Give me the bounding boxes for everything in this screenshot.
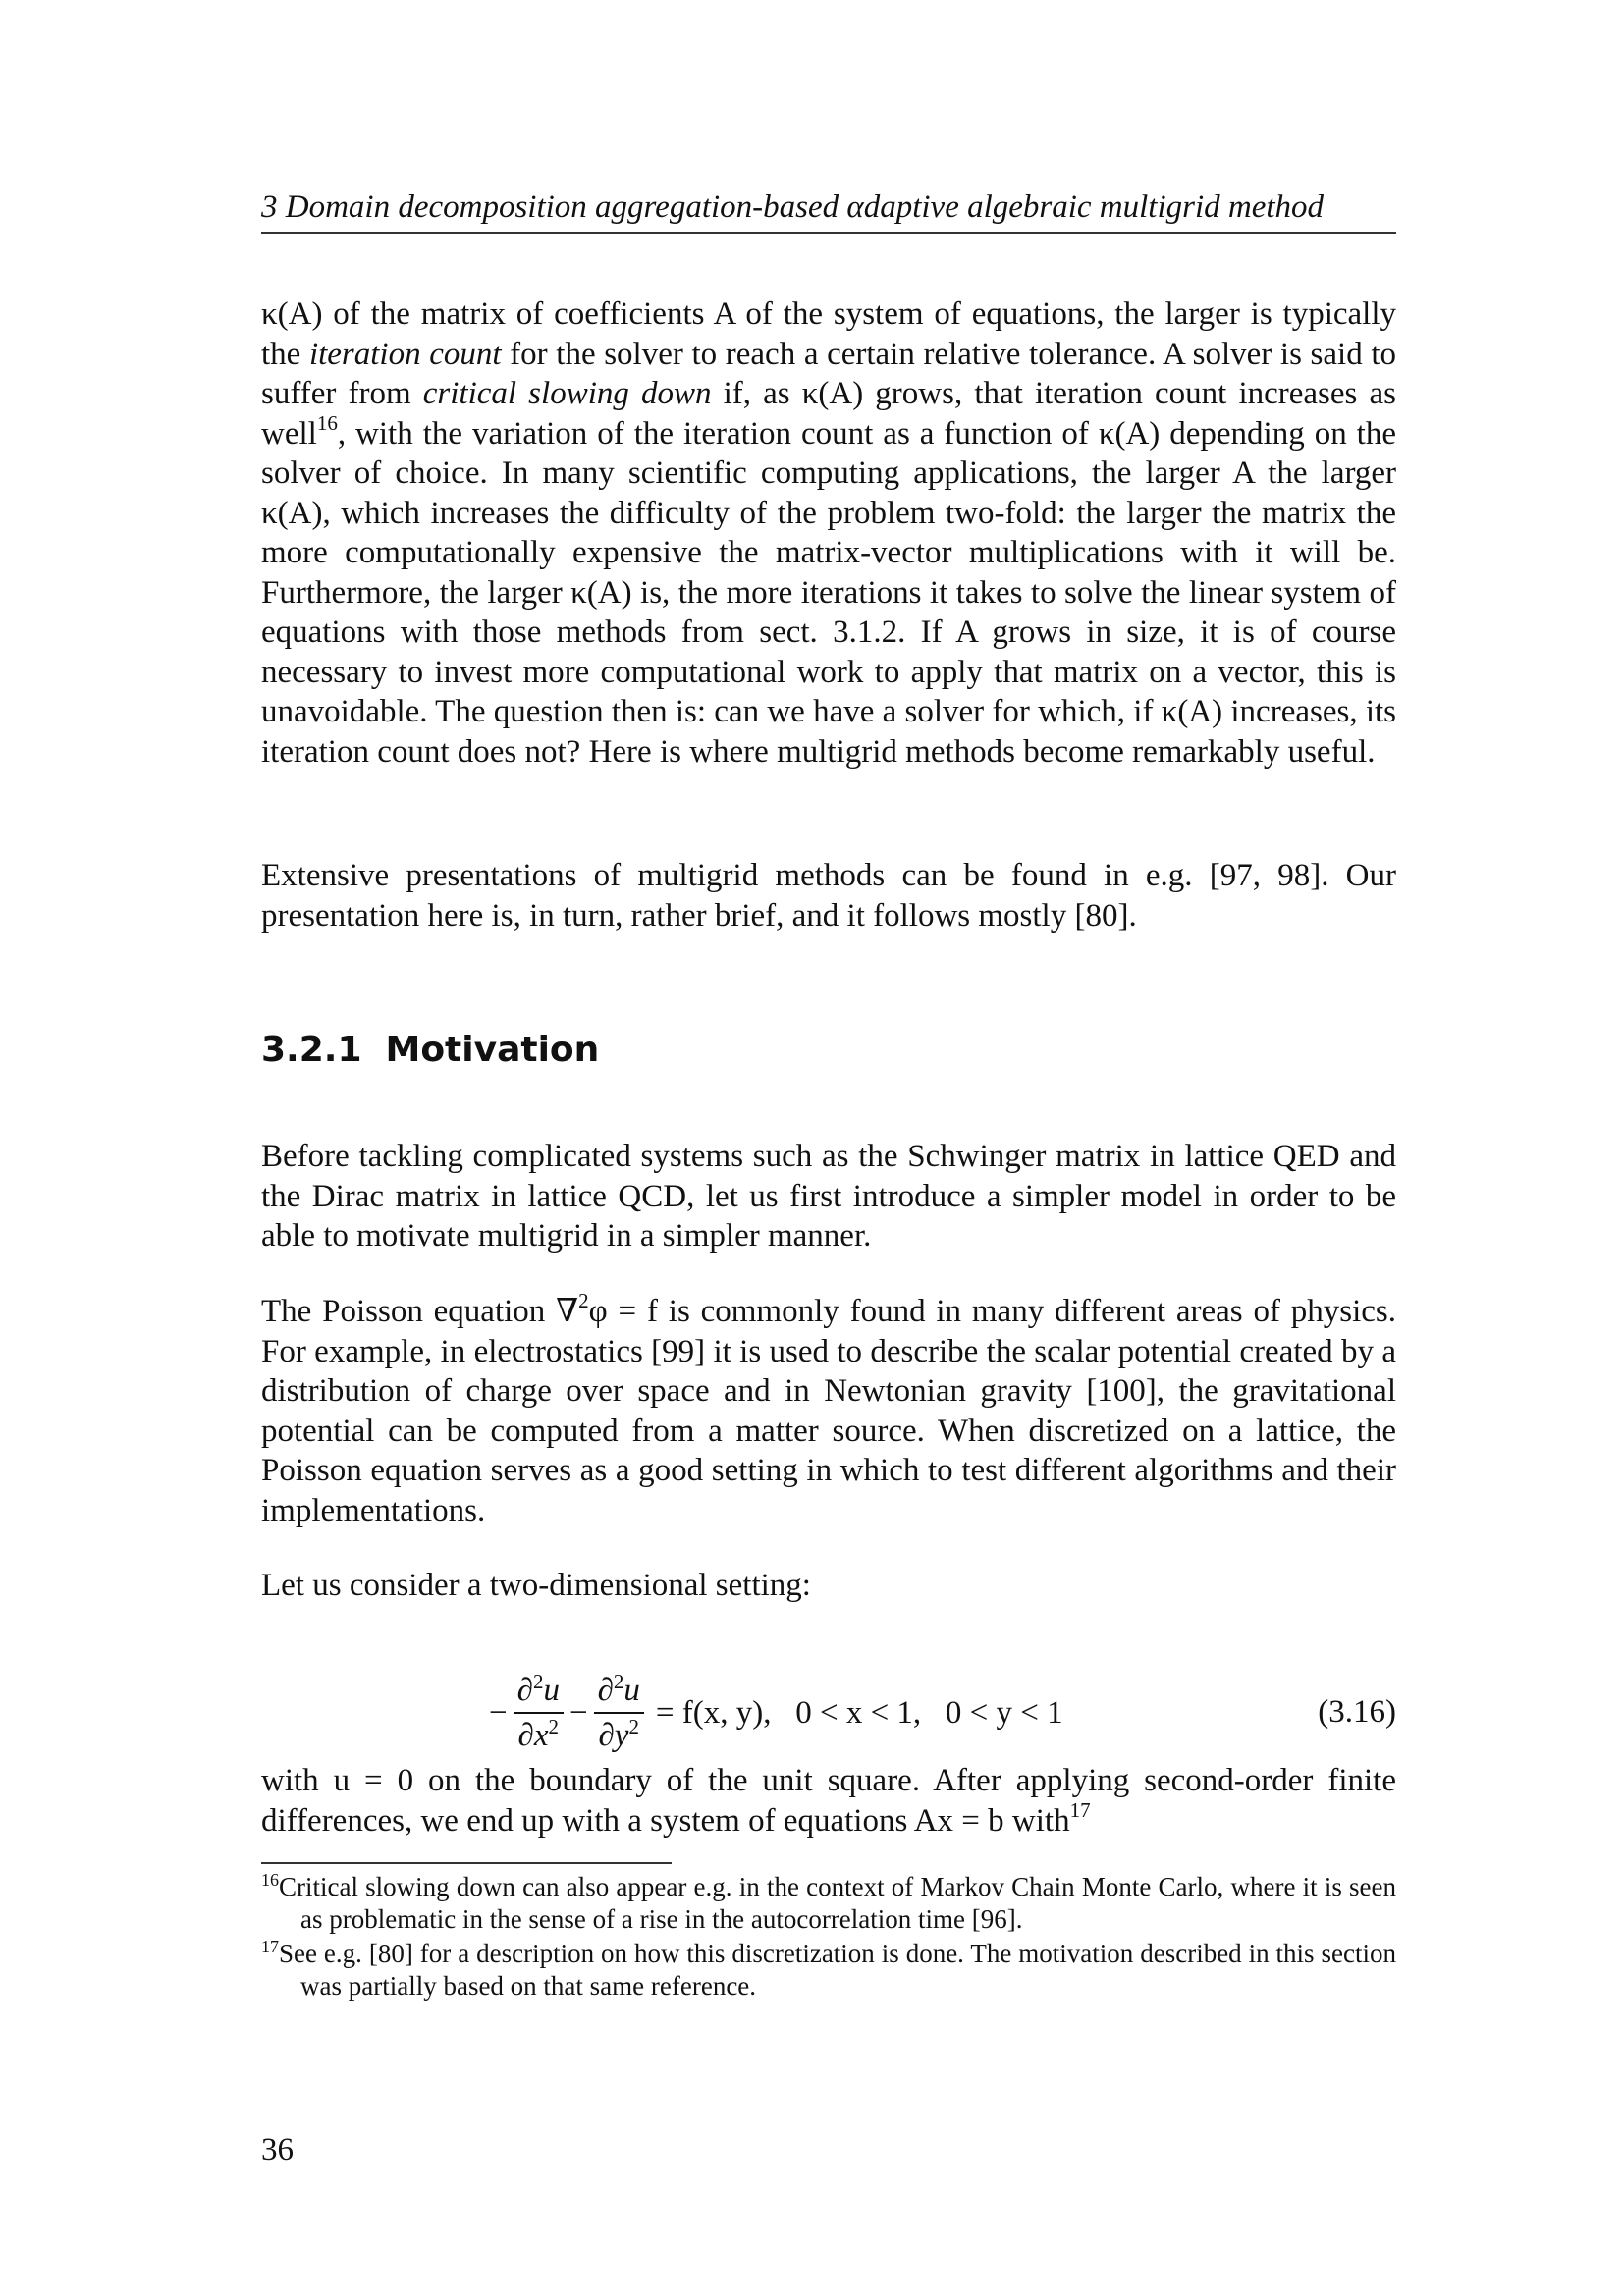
paragraph-two-dimensional: Let us consider a two-dimensional setting:: [261, 1568, 811, 1603]
fraction-d2u-dx2: [514, 1671, 564, 1755]
paragraph-boundary: [261, 1761, 1396, 1841]
superscript: 2: [578, 1289, 589, 1312]
minus-sign: −: [489, 1694, 508, 1731]
text-span: if, as κ(A) grows, that iteration count increases as well: [261, 376, 1396, 452]
partial-symbol: ∂: [597, 1673, 614, 1708]
superscript: 2: [628, 1715, 639, 1738]
running-head: 3 Domain decomposition aggregation-based αdaptive algebraic multigrid method: [261, 187, 1396, 234]
footnote-text: See e.g. [80] for a description on how this discretization is done. The motivation described in this section was partially based on that same reference.: [279, 1939, 1396, 2001]
emphasis-critical-slowing-down: critical slowing down: [422, 376, 712, 411]
emphasis-iteration-count: iteration count: [308, 336, 502, 372]
fraction-denominator: [514, 1714, 563, 1755]
paragraph-intro-model: Before tackling complicated systems such as the Schwinger matrix in lattice QED and the Dirac matrix in lattice QCD, let us first introduce a simpler model in order to be able to motivate multigrid in a simpler manner.: [261, 1139, 1396, 1254]
fraction-denominator: [594, 1714, 642, 1755]
equation-3-16: [261, 1659, 1396, 1767]
footnote-divider: [261, 1862, 672, 1864]
footnote-16: [261, 1871, 1396, 1936]
paragraph-poisson: [261, 1289, 1397, 1530]
text-span: for the solver to reach a certain relative tolerance. A solver is said to suffer from: [261, 336, 1396, 411]
text-span: with u = 0 on the boundary of the unit square. After applying second-order finite differences, we end up with a system of equations Ax = b with: [261, 1763, 1396, 1839]
section-title: Motivation: [385, 1030, 600, 1070]
superscript: 2: [532, 1670, 544, 1693]
fraction-numerator: [594, 1671, 644, 1714]
equation-rhs: = f(x, y), 0 < x < 1, 0 < y < 1: [655, 1694, 1063, 1731]
footnote-ref-17[interactable]: 17: [1069, 1797, 1091, 1822]
footnote-text: Critical slowing down can also appear e.g. in the context of Markov Chain Monte Carlo, where it is seen as problematic in the sense of a rise in the autocorrelation time [96].: [279, 1872, 1396, 1934]
fraction-numerator: [514, 1671, 564, 1714]
variable: ∂x: [517, 1718, 549, 1753]
footnote-mark: 17: [261, 1937, 279, 1956]
superscript: 2: [613, 1670, 624, 1693]
variable: u: [543, 1673, 560, 1708]
section-number: 3.2.1: [261, 1030, 362, 1070]
paragraph-references: Extensive presentations of multigrid methods can be found in e.g. [97, 98]. Our presentation here is, in turn, rather brief, and it follows mostly [80].: [261, 858, 1396, 934]
text-span: κ(A) of the matrix of coefficients A of the system of equations, the larger is typically the: [261, 296, 1396, 372]
minus-sign: −: [568, 1694, 588, 1731]
footnote-ref-16[interactable]: 16: [316, 410, 338, 435]
fraction-d2u-dy2: [594, 1671, 644, 1755]
text-span: , with the variation of the iteration count as a function of κ(A) depending on the solver of choice. In many scientific computing applications, the larger A the larger κ(A), which increases the difficulty of the problem two-fold: the larger the matrix the more computationally expensive the matrix-vector multiplications with it will be. Furthermore, the larger κ(A) is, the more iterations it takes to solve the linear system of equations with those methods from sect. 3.1.2. If A grows in size, it is of course necessary to invest more computational work to apply that matrix on a vector, this is unavoidable. The question then is: can we have a solver for which, if κ(A) increases, its iteration count does not? Here is where multigrid methods become remarkably useful.: [261, 415, 1396, 770]
variable: u: [623, 1673, 640, 1708]
page-number: 36: [261, 2132, 294, 2167]
variable: ∂y: [598, 1718, 629, 1753]
partial-symbol: ∂: [516, 1673, 533, 1708]
text-span: The Poisson equation ∇: [261, 1294, 579, 1329]
footnote-17: [261, 1938, 1396, 2002]
section-heading: [261, 1027, 599, 1074]
footnote-mark: 16: [261, 1870, 279, 1890]
equation-number: (3.16): [1318, 1694, 1396, 1730]
equation-body: [489, 1659, 1063, 1767]
superscript: 2: [548, 1715, 560, 1738]
paragraph-critical-slowing-down: [261, 294, 1396, 772]
text-span: φ = f is commonly found in many different areas of physics. For example, in electrostatics [99] it is used to describe the scalar potential created by a distribution of charge over space and in Newtonian gravity [100], the gravitational potential can be computed from a matter source. When discretized on a lattice, the Poisson equation serves as a good setting in which to test different algorithms and their implementations.: [261, 1294, 1397, 1528]
